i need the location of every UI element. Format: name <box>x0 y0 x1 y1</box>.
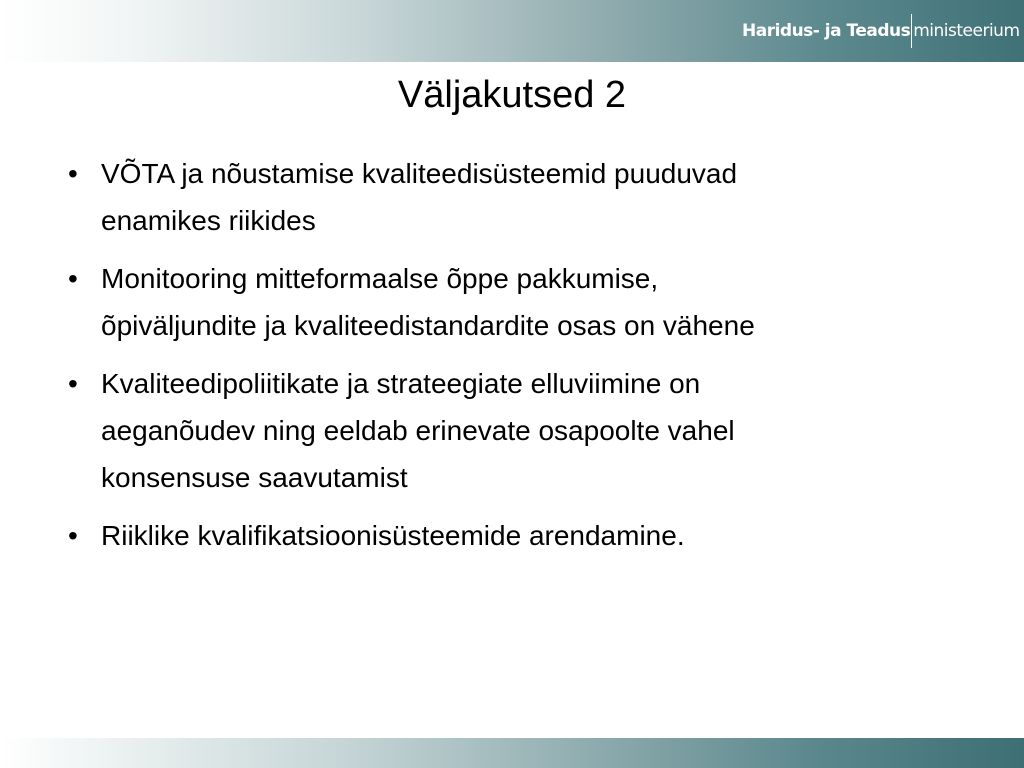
ministry-logo <box>742 16 1020 46</box>
bullet-line: Riiklike kvalifikatsioonisüsteemide arendamine. <box>101 520 685 551</box>
bullet-line: Kvaliteedipoliitikate ja strateegiate elluviimine on <box>101 368 701 399</box>
bullet-line: VÕTA ja nõustamise kvaliteedisüsteemid puuduvad <box>101 158 738 189</box>
bullet-dot: • <box>68 520 78 551</box>
bullet-item <box>68 512 988 559</box>
bullet-line: Monitooring mitteformaalse õppe pakkumise, <box>101 263 659 294</box>
bullet-item <box>68 255 988 349</box>
bullet-line: aeganõudev ning eeldab erinevate osapoolte vahel <box>101 415 735 446</box>
logo-text-light: ministeerium <box>913 21 1020 41</box>
bullet-line: konsensuse saavutamist <box>101 462 408 493</box>
footer-band <box>0 738 1024 768</box>
logo-divider <box>911 14 912 48</box>
bullet-dot: • <box>68 368 78 399</box>
bullet-dot: • <box>68 158 78 189</box>
bullet-item <box>68 150 988 244</box>
slide-title: Väljakutsed 2 <box>397 74 627 116</box>
bullet-line: enamikes riikides <box>101 205 316 236</box>
bullet-dot: • <box>68 263 78 294</box>
logo-text-bold: Haridus- ja Teadus <box>742 21 911 41</box>
bullet-list <box>68 150 988 570</box>
bullet-item <box>68 360 988 501</box>
bullet-line: õpiväljundite ja kvaliteedistandardite osas on vähene <box>101 310 755 341</box>
